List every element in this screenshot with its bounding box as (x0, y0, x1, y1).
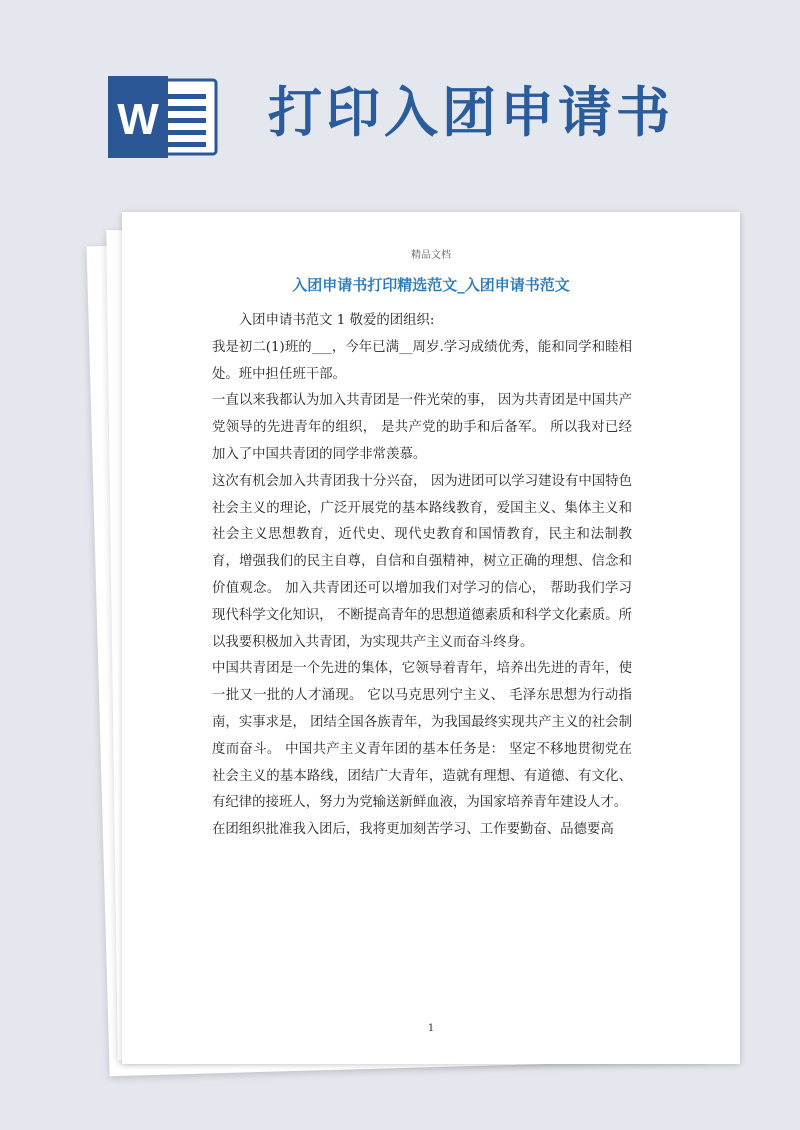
paragraph: 一直以来我都认为加入共青团是一件光荣的事， 因为共青团是中国共产党领导的先进青年的组织， 是共产党的助手和后备军。 所以我对已经加入了中国共青团的同学非常羡慕。 (212, 393, 632, 462)
paragraph-salutation: 入团申请书范文 1 敬爱的团组织: (238, 313, 435, 328)
page-header-label: 精品文档 (411, 250, 451, 261)
paragraph: 这次有机会加入共青团我十分兴奋， 因为进团可以学习建设有中国特色社会主义的理论，广泛开展党的基本路线教育，爱国主义、集体主义和社会主义思想教育，近代史、现代史教育和国情教育，民主和法制教育，增强我们的民主自尊，自信和自强精神，树立正确的理想、信念和价值观念。 加入共青团还可以增加我们对学习的信心， 帮助我们学习现代科学文化知识， 不断提高青年的思想道德素质和科学文化素质。所以我要积极加入共青团，为实现共产主义而奋斗终身。 (212, 473, 632, 650)
document-title: 入团申请书打印精选范文_入团申请书范文 (292, 276, 570, 294)
banner-title: 打印入团申请书 (268, 81, 674, 144)
page-number: 1 (427, 1023, 435, 1034)
paragraph: 我是初二(1)班的___，今年已满__周岁.学习成绩优秀，能和同学和睦相处。班中担任班干部。 (212, 339, 632, 382)
document-body (212, 308, 632, 844)
document-page (122, 212, 740, 1064)
paragraph: 在团组织批准我入团后，我将更加刻苦学习、工作要勤奋、品德要高 (212, 822, 614, 838)
header-banner (0, 0, 800, 200)
word-logo-letter: W (117, 95, 159, 144)
paragraph: 中国共青团是一个先进的集体，它领导着青年，培养出先进的青年，使一批又一批的人才涌现。 它以马克思列宁主义、 毛泽东思想为行动指南，实事求是， 团结全国各族青年，为我国最终实现共产主义的社会制度而奋斗。 中国共产主义青年团的基本任务是： 坚定不移地贯彻党在社会主义的基本路线，团结广大青年，造就有理想、有道德、有文化、有纪律的接班人，努力为党输送新鲜血液，为国家培养青年建设人才。 (212, 661, 632, 811)
word-icon (108, 76, 218, 158)
